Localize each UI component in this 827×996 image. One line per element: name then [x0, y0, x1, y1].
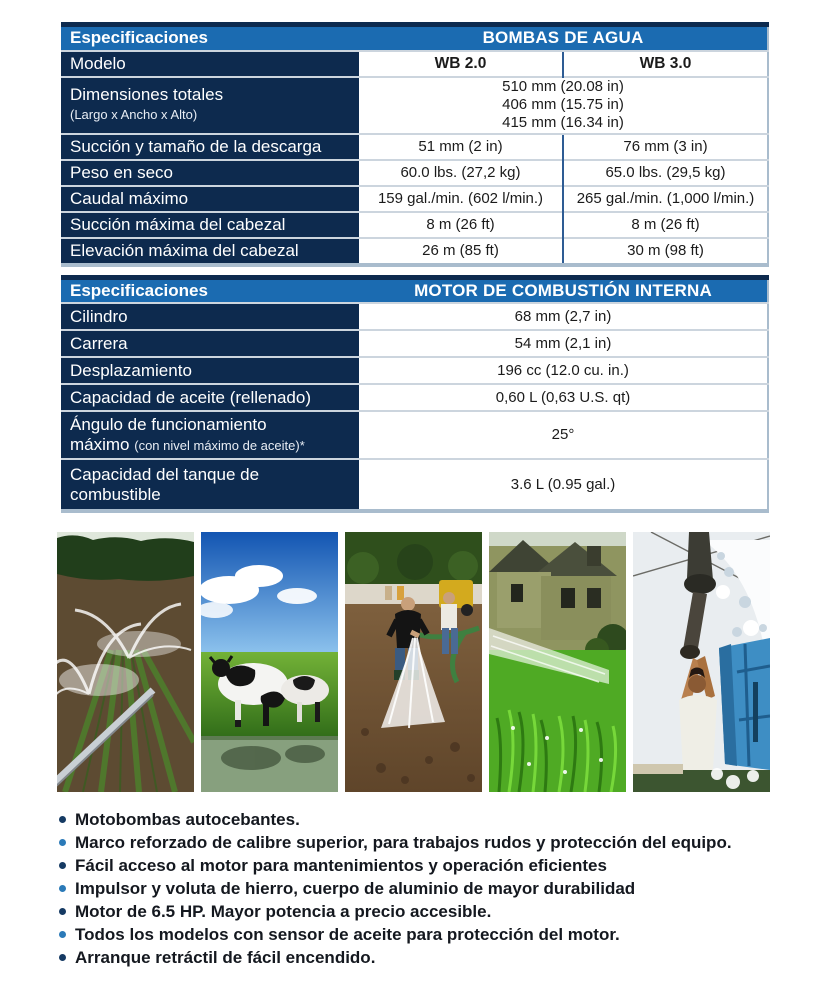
row-label-tanque: [61, 459, 359, 511]
row-label-angulo: [61, 411, 359, 459]
row-label: Succión y tamaño de la descarga: [61, 134, 359, 160]
cell-wb30: 65.0 lbs. (29,5 kg): [563, 160, 768, 186]
bullet-dot-icon: [59, 908, 66, 915]
row-label: Peso en seco: [61, 160, 359, 186]
table-row: [61, 459, 768, 511]
angulo-line-1: Ángulo de funcionamiento: [70, 414, 267, 434]
bullet-dot-icon: [59, 954, 66, 961]
angulo-line-2-main: máximo: [70, 434, 135, 454]
dimensiones-label: Dimensiones totales: [70, 85, 224, 104]
table-row: [61, 186, 768, 212]
bullet-dot-icon: [59, 816, 66, 823]
feature-text: Impulsor y voluta de hierro, cuerpo de aluminio de mayor durabilidad: [75, 879, 636, 898]
cell-wb30: 265 gal./min. (1,000 l/min.): [563, 186, 768, 212]
bullet-dot-icon: [59, 885, 66, 892]
photo-irrigation-sprinklers-field: [57, 532, 194, 792]
row-label-dimensiones: [61, 77, 359, 134]
photo-pump-discharge-water: [633, 532, 770, 792]
cell-wb20: 26 m (85 ft): [359, 238, 563, 265]
row-label: Elevación máxima del cabezal: [61, 238, 359, 265]
feature-list: [57, 810, 770, 967]
dimensiones-value: [359, 77, 768, 134]
table2-header-left: Especificaciones: [61, 277, 359, 303]
cell-wb30: 76 mm (3 in): [563, 134, 768, 160]
feature-item: [57, 948, 770, 967]
row-value: 54 mm (2,1 in): [359, 330, 768, 357]
cell-wb30: 8 m (26 ft): [563, 212, 768, 238]
feature-item: [57, 810, 770, 829]
feature-text: Motor de 6.5 HP. Mayor potencia a precio accesible.: [75, 902, 492, 921]
dim-line-2: 406 mm (15.75 in): [502, 96, 624, 113]
row-value: 0,60 L (0,63 U.S. qt): [359, 384, 768, 411]
row-value: 68 mm (2,7 in): [359, 303, 768, 330]
model-wb30: WB 3.0: [563, 51, 768, 77]
feature-item: [57, 856, 770, 875]
table2-header-title: MOTOR DE COMBUSTIÓN INTERNA: [359, 277, 768, 303]
bullet-dot-icon: [59, 862, 66, 869]
table1-header-title: BOMBAS DE AGUA: [359, 25, 768, 51]
cell-wb20: 8 m (26 ft): [359, 212, 563, 238]
table-row: [61, 303, 768, 330]
row-label: Capacidad de aceite (rellenado): [61, 384, 359, 411]
bullet-dot-icon: [59, 931, 66, 938]
dim-line-1: 510 mm (20.08 in): [502, 78, 624, 95]
feature-text: Motobombas autocebantes.: [75, 810, 300, 829]
row-label-modelo: Modelo: [61, 51, 359, 77]
table1-header-left: Especificaciones: [61, 25, 359, 51]
table-row: [61, 330, 768, 357]
table-header-row: [61, 25, 768, 51]
table-row: [61, 411, 768, 459]
engine-spec-table: [61, 275, 769, 514]
angulo-line-2-note: (con nivel máximo de aceite)*: [134, 437, 305, 453]
row-label: Succión máxima del cabezal: [61, 212, 359, 238]
row-label: Carrera: [61, 330, 359, 357]
cell-wb30: 30 m (98 ft): [563, 238, 768, 265]
row-label: Desplazamiento: [61, 357, 359, 384]
feature-text: Fácil acceso al motor para mantenimientos y operación eficientes: [75, 856, 607, 875]
feature-item: [57, 925, 770, 944]
angulo-line-2: [70, 435, 355, 456]
dimensiones-label-note: (Largo x Ancho x Alto): [70, 107, 198, 122]
water-pumps-spec-table: [61, 22, 769, 267]
bullet-dot-icon: [59, 839, 66, 846]
tanque-line-2: combustible: [70, 484, 161, 504]
feature-item: [57, 902, 770, 921]
table-row: [61, 77, 768, 134]
model-wb20: WB 2.0: [359, 51, 563, 77]
row-label: Caudal máximo: [61, 186, 359, 212]
dim-line-3: 415 mm (16.34 in): [502, 114, 624, 131]
table-row: [61, 51, 768, 77]
feature-item: [57, 879, 770, 898]
table-row: [61, 238, 768, 265]
feature-text: Marco reforzado de calibre superior, para trabajos rudos y protección del equipo.: [75, 833, 732, 852]
table-row: [61, 212, 768, 238]
row-value: 25°: [359, 411, 768, 459]
photo-strip: [57, 532, 770, 792]
table-row: [61, 134, 768, 160]
row-value: 3.6 L (0.95 gal.): [359, 459, 768, 511]
cell-wb20: 51 mm (2 in): [359, 134, 563, 160]
photo-cows-in-pasture: [201, 532, 338, 792]
feature-item: [57, 833, 770, 852]
feature-text: Arranque retráctil de fácil encendido.: [75, 948, 376, 967]
table-row: [61, 357, 768, 384]
cell-wb20: 60.0 lbs. (27,2 kg): [359, 160, 563, 186]
table-row: [61, 384, 768, 411]
blue-tank: [719, 638, 770, 770]
table-header-row: [61, 277, 768, 303]
feature-text: Todos los modelos con sensor de aceite para protección del motor.: [75, 925, 620, 944]
cell-wb20: 159 gal./min. (602 l/min.): [359, 186, 563, 212]
table-row: [61, 160, 768, 186]
photo-worker-watering-soil: [345, 532, 482, 792]
tanque-line-1: Capacidad del tanque de: [70, 464, 260, 484]
photo-lawn-sprinkler-house: [489, 532, 626, 792]
row-label: Cilindro: [61, 303, 359, 330]
spec-sheet-page: [57, 22, 770, 971]
row-value: 196 cc (12.0 cu. in.): [359, 357, 768, 384]
